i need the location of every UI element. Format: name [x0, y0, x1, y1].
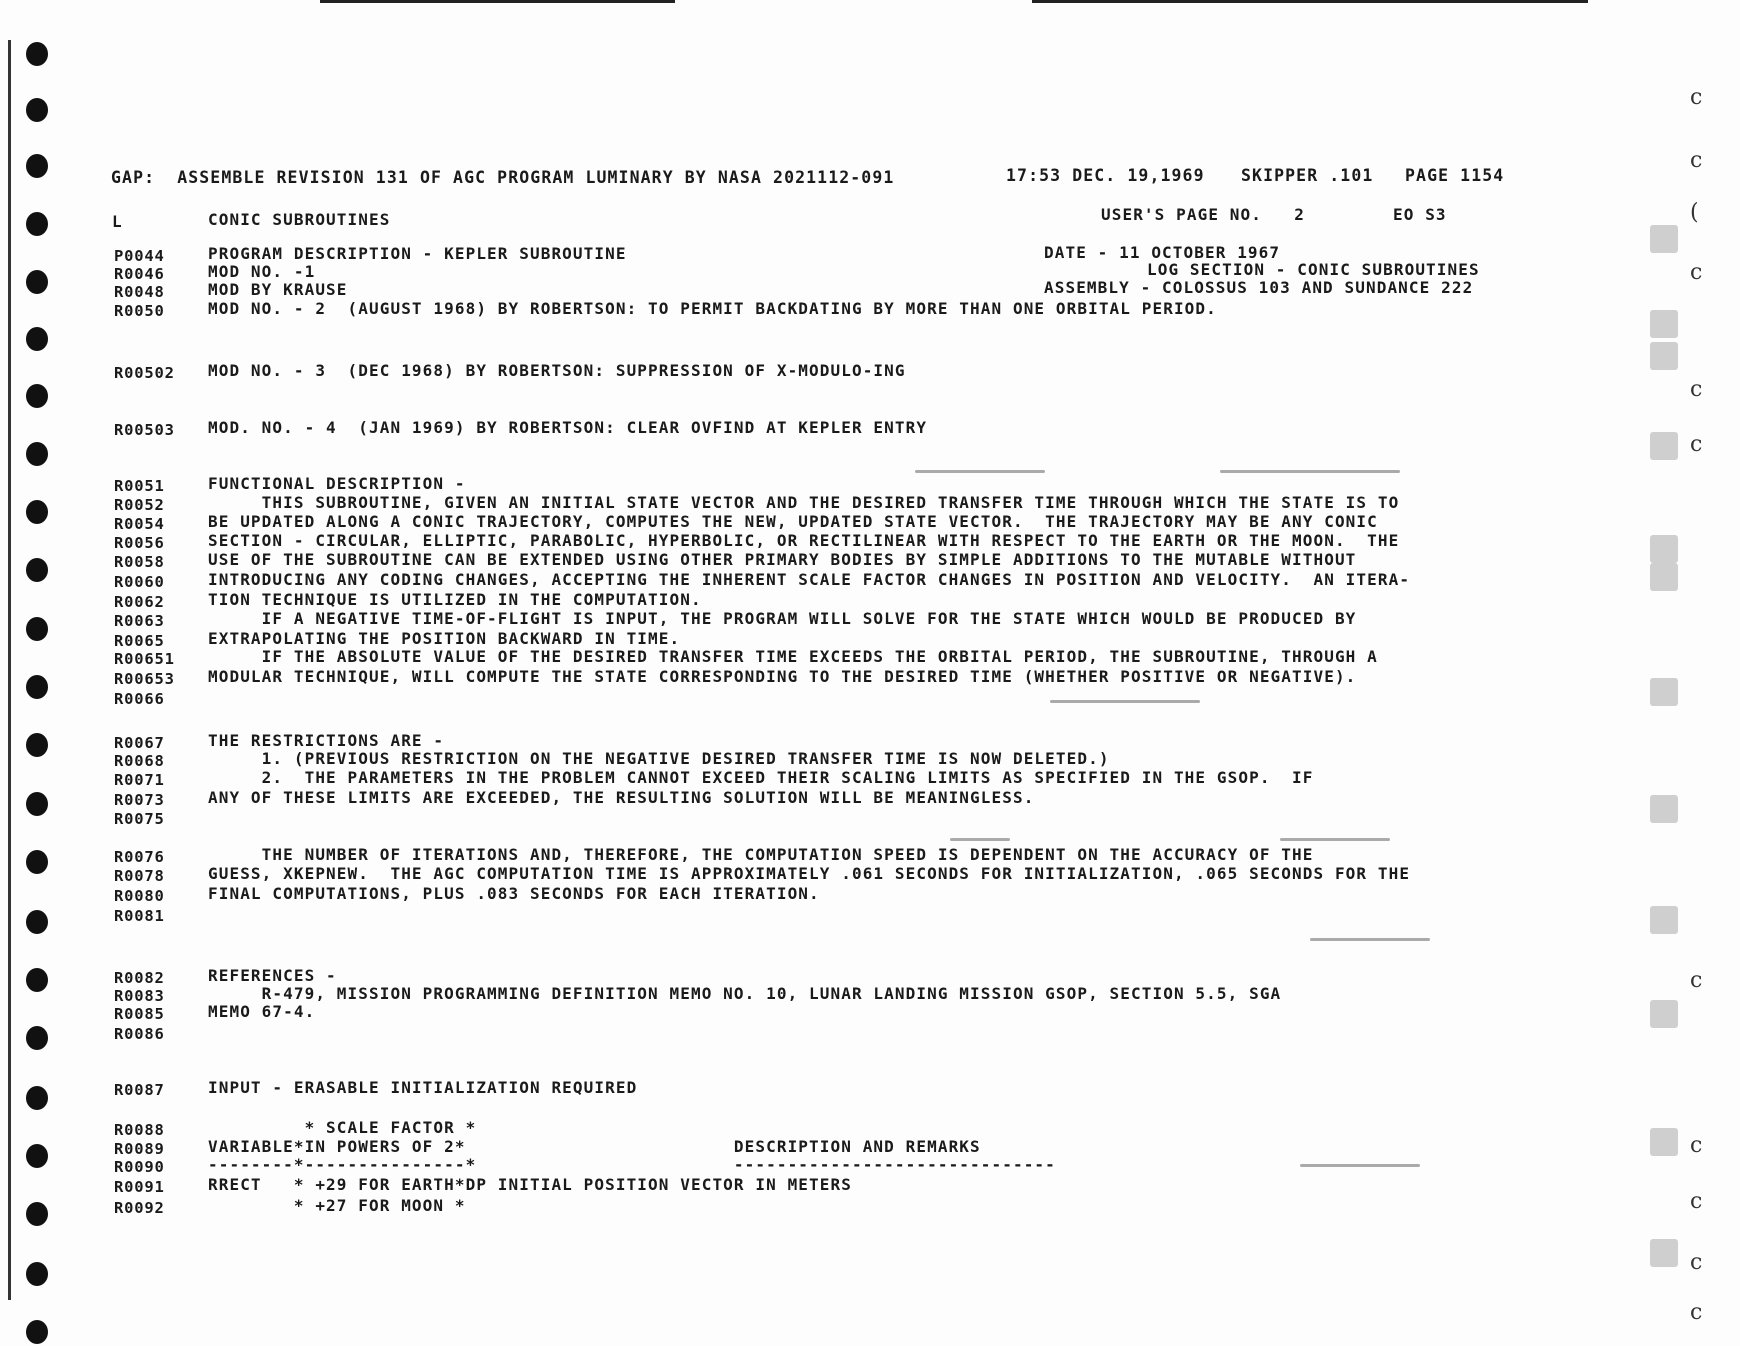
line-label: R0092 — [114, 1199, 165, 1217]
line-label: R0083 — [114, 987, 165, 1005]
line-label: R0071 — [114, 771, 165, 789]
top-rule-left — [320, 0, 675, 3]
line-label: R0087 — [114, 1081, 165, 1099]
print-smudge — [915, 470, 1045, 473]
line-label: P0044 — [114, 247, 165, 265]
line-label: R0082 — [114, 969, 165, 987]
ink-blot — [1650, 342, 1678, 370]
line-label: R0068 — [114, 752, 165, 770]
margin-mark: c — [1690, 1250, 1703, 1275]
line-text: IF A NEGATIVE TIME-OF-FLIGHT IS INPUT, THE PROGRAM WILL SOLVE FOR THE STATE WHICH WOULD BE PRODUCED BY — [208, 609, 1357, 628]
section-letter: L — [112, 212, 123, 231]
feed-hole — [26, 1320, 48, 1344]
tractor-feed-holes — [26, 30, 66, 1330]
feed-hole — [26, 442, 48, 466]
skipper: SKIPPER .101 — [1241, 166, 1374, 185]
feed-hole — [26, 98, 48, 122]
feed-hole — [26, 1262, 48, 1286]
line-text: INPUT - ERASABLE INITIALIZATION REQUIRED — [208, 1078, 638, 1097]
line-text: EXTRAPOLATING THE POSITION BACKWARD IN TIME. — [208, 629, 681, 648]
line-label: R0056 — [114, 534, 165, 552]
line-label: R0073 — [114, 791, 165, 809]
feed-hole — [26, 1026, 48, 1050]
feed-hole — [26, 1086, 48, 1110]
feed-hole — [26, 850, 48, 874]
line-label: R0065 — [114, 632, 165, 650]
top-rule-right — [1032, 0, 1588, 3]
line-label: R0051 — [114, 477, 165, 495]
margin-mark: c — [1690, 1189, 1703, 1214]
line-text: THE NUMBER OF ITERATIONS AND, THEREFORE, THE COMPUTATION SPEED IS DEPENDENT ON THE ACCURACY OF THE — [208, 845, 1314, 864]
line-label: R0046 — [114, 265, 165, 283]
ink-blot — [1650, 432, 1678, 460]
line-label: R0062 — [114, 593, 165, 611]
line-text: THIS SUBROUTINE, GIVEN AN INITIAL STATE VECTOR AND THE DESIRED TRANSFER TIME THROUGH WHICH THE STATE IS TO — [208, 493, 1400, 512]
left-margin-line — [8, 40, 11, 1300]
ink-blot — [1650, 225, 1678, 253]
line-label: R0066 — [114, 690, 165, 708]
line-text: VARIABLE*IN POWERS OF 2* DESCRIPTION AND REMARKS — [208, 1137, 981, 1156]
users-page: USER'S PAGE NO. 2 — [1101, 205, 1305, 224]
feed-hole — [26, 212, 48, 236]
line-text: FINAL COMPUTATIONS, PLUS .083 SECONDS FOR EACH ITERATION. — [208, 884, 820, 903]
line-label: R0075 — [114, 810, 165, 828]
ink-blot — [1650, 1239, 1678, 1267]
line-label: R0076 — [114, 848, 165, 866]
line-text: PROGRAM DESCRIPTION - KEPLER SUBROUTINE — [208, 244, 627, 263]
feed-hole — [26, 154, 48, 178]
line-text: FUNCTIONAL DESCRIPTION - — [208, 474, 466, 493]
feed-hole — [26, 675, 48, 699]
line-text: TION TECHNIQUE IS UTILIZED IN THE COMPUTATION. — [208, 590, 702, 609]
line-label: R00502 — [114, 364, 175, 382]
line-text: REFERENCES - — [208, 966, 337, 985]
section-title: CONIC SUBROUTINES — [208, 210, 391, 229]
margin-mark: ( — [1690, 200, 1699, 225]
line-text: * SCALE FACTOR * — [208, 1118, 477, 1137]
line-text: MOD BY KRAUSE — [208, 280, 348, 299]
date-line: DATE - 11 OCTOBER 1967 — [1044, 243, 1281, 262]
feed-hole — [26, 384, 48, 408]
feed-hole — [26, 500, 48, 524]
margin-mark: c — [1690, 148, 1703, 173]
line-text: 2. THE PARAMETERS IN THE PROBLEM CANNOT EXCEED THEIR SCALING LIMITS AS SPECIFIED IN THE GSOP. IF — [208, 768, 1314, 787]
feed-hole — [26, 910, 48, 934]
ink-blot — [1650, 678, 1678, 706]
ink-blot — [1650, 1128, 1678, 1156]
margin-mark: c — [1690, 1133, 1703, 1158]
line-label: R0088 — [114, 1121, 165, 1139]
ink-blot — [1650, 535, 1678, 563]
line-text: BE UPDATED ALONG A CONIC TRAJECTORY, COMPUTES THE NEW, UPDATED STATE VECTOR. THE TRAJECTORY MAY BE ANY CONIC — [208, 512, 1378, 531]
page-number: PAGE 1154 — [1405, 166, 1505, 185]
line-text: INTRODUCING ANY CODING CHANGES, ACCEPTING THE INHERENT SCALE FACTOR CHANGES IN POSITION AND VELOCITY. AN ITERA- — [208, 570, 1411, 589]
line-label: R0091 — [114, 1178, 165, 1196]
feed-hole — [26, 1202, 48, 1226]
line-label: R0085 — [114, 1005, 165, 1023]
feed-hole — [26, 792, 48, 816]
line-label: R0081 — [114, 907, 165, 925]
line-text: IF THE ABSOLUTE VALUE OF THE DESIRED TRANSFER TIME EXCEEDS THE ORBITAL PERIOD, THE SUBROUTINE, THROUGH A — [208, 647, 1378, 666]
ink-blot — [1650, 563, 1678, 591]
timestamp: 17:53 DEC. 19,1969 — [1006, 166, 1205, 185]
gap-header: GAP: ASSEMBLE REVISION 131 OF AGC PROGRAM LUMINARY BY NASA 2021112-091 — [111, 168, 895, 187]
line-text: 1. (PREVIOUS RESTRICTION ON THE NEGATIVE DESIRED TRANSFER TIME IS NOW DELETED.) — [208, 749, 1110, 768]
feed-hole — [26, 733, 48, 757]
line-text: USE OF THE SUBROUTINE CAN BE EXTENDED USING OTHER PRIMARY BODIES BY SIMPLE ADDITIONS TO THE MUTABLE WITHOUT — [208, 550, 1357, 569]
line-text: GUESS, XKEPNEW. THE AGC COMPUTATION TIME IS APPROXIMATELY .061 SECONDS FOR INITIALIZATION, .065 SECONDS FOR THE — [208, 864, 1411, 883]
margin-mark: c — [1690, 377, 1703, 402]
feed-hole — [26, 558, 48, 582]
feed-hole — [26, 42, 48, 66]
line-text: --------*---------------* ------------------------------ — [208, 1155, 1056, 1174]
feed-hole — [26, 270, 48, 294]
ink-blot — [1650, 795, 1678, 823]
margin-mark: c — [1690, 1300, 1703, 1325]
feed-hole — [26, 327, 48, 351]
print-smudge — [1300, 1164, 1420, 1167]
line-label: R00651 — [114, 650, 175, 668]
eo-code: EO S3 — [1393, 205, 1447, 224]
line-label: R0086 — [114, 1025, 165, 1043]
print-smudge — [1220, 470, 1400, 473]
ink-blot — [1650, 1000, 1678, 1028]
line-label: R0060 — [114, 573, 165, 591]
line-label: R0050 — [114, 302, 165, 320]
line-text: ANY OF THESE LIMITS ARE EXCEEDED, THE RESULTING SOLUTION WILL BE MEANINGLESS. — [208, 788, 1035, 807]
margin-mark: c — [1690, 85, 1703, 110]
margin-mark: c — [1690, 968, 1703, 993]
line-label: R0080 — [114, 887, 165, 905]
print-smudge — [1280, 838, 1390, 841]
line-label: R0048 — [114, 283, 165, 301]
print-smudge — [1310, 938, 1430, 941]
line-label: R0067 — [114, 734, 165, 752]
log-section-line: LOG SECTION - CONIC SUBROUTINES — [1147, 260, 1480, 279]
line-label: R0054 — [114, 515, 165, 533]
line-label: R0078 — [114, 867, 165, 885]
margin-mark: c — [1690, 432, 1703, 457]
line-text: * +27 FOR MOON * — [208, 1196, 466, 1215]
line-label: R0058 — [114, 553, 165, 571]
line-text: MOD. NO. - 4 (JAN 1969) BY ROBERTSON: CLEAR OVFIND AT KEPLER ENTRY — [208, 418, 928, 437]
line-label: R0063 — [114, 612, 165, 630]
line-text: MOD NO. - 2 (AUGUST 1968) BY ROBERTSON: TO PERMIT BACKDATING BY MORE THAN ONE ORBITAL PERIOD. — [208, 299, 1217, 318]
feed-hole — [26, 1144, 48, 1168]
feed-hole — [26, 617, 48, 641]
line-text: MOD NO. - 3 (DEC 1968) BY ROBERTSON: SUPPRESSION OF X-MODULO-ING — [208, 361, 906, 380]
assembly-line: ASSEMBLY - COLOSSUS 103 AND SUNDANCE 222 — [1044, 278, 1474, 297]
ink-blot — [1650, 310, 1678, 338]
line-text: RRECT * +29 FOR EARTH*DP INITIAL POSITION VECTOR IN METERS — [208, 1175, 852, 1194]
ink-blot — [1650, 906, 1678, 934]
line-label: R0052 — [114, 496, 165, 514]
line-text: MEMO 67-4. — [208, 1002, 316, 1021]
right-edge-marks — [1540, 0, 1740, 1346]
feed-hole — [26, 968, 48, 992]
line-text: SECTION - CIRCULAR, ELLIPTIC, PARABOLIC, HYPERBOLIC, OR RECTILINEAR WITH RESPECT TO THE EARTH OR THE MOON. THE — [208, 531, 1400, 550]
line-text: MOD NO. -1 — [208, 262, 316, 281]
margin-mark: c — [1690, 260, 1703, 285]
line-label: R00653 — [114, 670, 175, 688]
line-text: R-479, MISSION PROGRAMMING DEFINITION MEMO NO. 10, LUNAR LANDING MISSION GSOP, SECTION 5.5, SGA — [208, 984, 1282, 1003]
line-label: R0090 — [114, 1158, 165, 1176]
line-label: R0089 — [114, 1140, 165, 1158]
line-text: THE RESTRICTIONS ARE - — [208, 731, 445, 750]
print-smudge — [950, 838, 1010, 841]
line-label: R00503 — [114, 421, 175, 439]
line-text: MODULAR TECHNIQUE, WILL COMPUTE THE STATE CORRESPONDING TO THE DESIRED TIME (WHETHER POSITIVE OR NEGATIVE). — [208, 667, 1357, 686]
print-smudge — [1050, 700, 1200, 703]
